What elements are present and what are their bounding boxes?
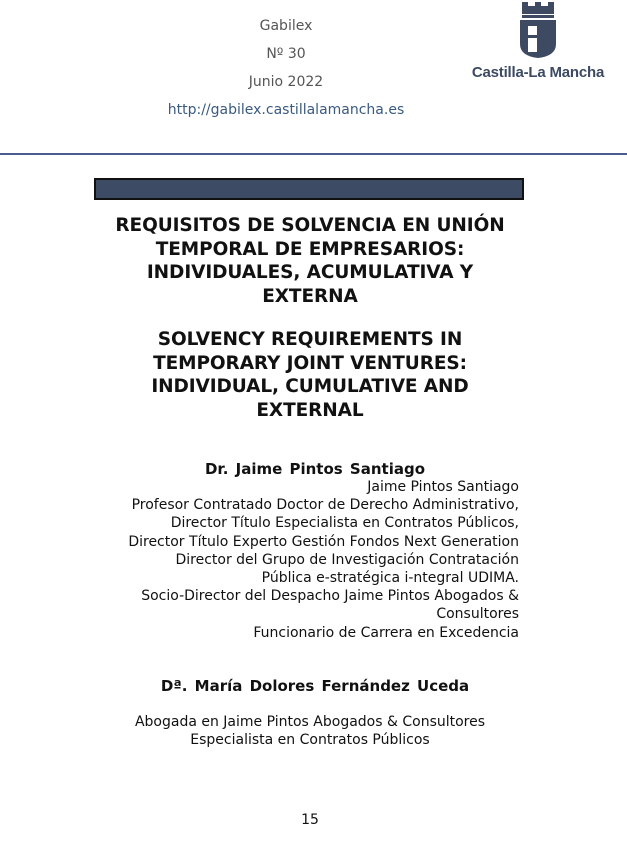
journal-url[interactable]: http://gabilex.castillalamancha.es: [167, 102, 405, 118]
affiliation-line: Director del Grupo de Investigación Contratación: [175, 551, 519, 568]
affiliation-line: Consultores: [436, 606, 519, 623]
author-2-affiliation: [100, 713, 520, 749]
castilla-la-mancha-logo: [462, 0, 614, 92]
affiliation-line: Socio-Director del Despacho Jaime Pintos Abogados &: [141, 588, 519, 605]
title-english: [80, 328, 540, 422]
affiliation-line: Profesor Contratado Doctor de Derecho Administrativo,: [131, 497, 519, 514]
affiliation-line: Especialista en Contratos Públicos: [190, 732, 430, 749]
title-line: TEMPORAL DE EMPRESARIOS:: [155, 238, 465, 260]
author-1-name: Dr. Jaime Pintos Santiago: [204, 460, 426, 478]
logo-text: Castilla-La Mancha: [471, 64, 605, 81]
title-line: TEMPORARY JOINT VENTURES:: [153, 352, 467, 374]
title-line: INDIVIDUALES, ACUMULATIVA Y: [146, 262, 474, 283]
affiliation-line: Abogada en Jaime Pintos Abogados & Consultores: [134, 714, 486, 730]
title-line: INDIVIDUAL, CUMULATIVE AND: [151, 376, 469, 397]
title-spanish: [80, 214, 540, 308]
title-line: REQUISITOS DE SOLVENCIA EN UNIÓN: [115, 215, 505, 236]
author-1-affiliation: [79, 478, 519, 642]
coat-of-arms-icon: [514, 0, 562, 60]
section-bar: [94, 178, 524, 200]
issue-number: Nº 30: [266, 46, 306, 62]
affiliation-line: Jaime Pintos Santiago: [367, 479, 519, 495]
title-line: SOLVENCY REQUIREMENTS IN: [157, 329, 463, 350]
title-line: EXTERNA: [262, 285, 358, 307]
affiliation-line: Director Título Especialista en Contratos Públicos,: [170, 515, 519, 532]
affiliation-line: Director Título Experto Gestión Fondos Next Generation: [128, 533, 519, 550]
page-number: 15: [301, 812, 319, 828]
author-2-name: Dª. María Dolores Fernández Uceda: [160, 677, 470, 695]
header-rule: [0, 153, 627, 155]
affiliation-line: Funcionario de Carrera en Excedencia: [253, 624, 519, 641]
affiliation-line: Pública e-stratégica i-ntegral UDIMA.: [261, 570, 519, 587]
issue-date: Junio 2022: [248, 74, 324, 90]
title-line: EXTERNAL: [256, 399, 364, 421]
journal-name: Gabilex: [259, 18, 313, 34]
